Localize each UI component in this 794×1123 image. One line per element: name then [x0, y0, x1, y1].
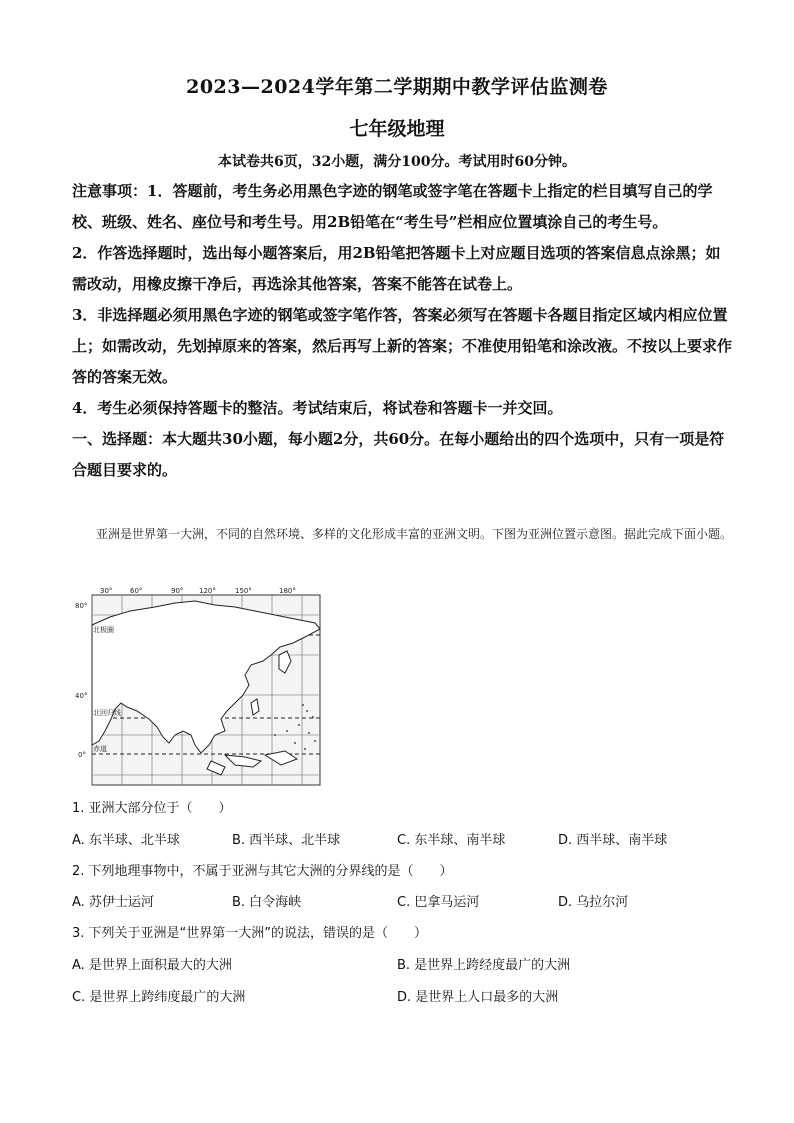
- question-3: 3. 下列关于亚洲是“世界第一大洲”的说法，错误的是（ ）: [72, 926, 428, 941]
- question-2: 2. 下列地理事物中，不属于亚洲与其它大洲的分界线的是（ ）: [72, 864, 453, 879]
- option-d[interactable]: D. 西半球、南半球: [558, 833, 668, 848]
- instruction-4: 4．考生必须保持答题卡的整洁。考试结束后，将试卷和答题卡一并交回。: [72, 399, 563, 417]
- lon-label: 60°: [130, 587, 143, 595]
- exam-info: 本试卷共6页，32小题，满分100分。考试用时60分钟。: [218, 154, 576, 170]
- tropic-of-cancer-label: 北回归线: [93, 709, 121, 717]
- lon-label: 30°: [100, 587, 113, 595]
- instruction-3: 3．非选择题必须用黑色字迹的钢笔或签字笔作答，答案必须写在答题卡各题目指定区域内相应位置上；如需改动，先划掉原来的答案，然后再写上新的答案；不准使用铅笔和涂改液。不按以上要求作答的答案无效。: [72, 306, 733, 386]
- instruction-2: 2．作答选择题时，选出每小题答案后，用2B铅笔把答题卡上对应题目选项的答案信息点涂黑；如需改动，用橡皮擦干净后，再选涂其他答案，答案不能答在试卷上。: [72, 244, 721, 293]
- option-b[interactable]: B. 西半球、北半球: [232, 833, 341, 848]
- lat-label: 40°: [75, 692, 88, 700]
- question-1: 1. 亚洲大部分位于（ ）: [72, 801, 232, 816]
- equator-label: 赤道: [93, 745, 107, 753]
- option-d[interactable]: D. 是世界上人口最多的大洲: [397, 990, 559, 1005]
- option-d[interactable]: D. 乌拉尔河: [558, 895, 629, 910]
- option-c[interactable]: C. 巴拿马运河: [397, 895, 480, 910]
- lat-label: 0°: [78, 751, 86, 759]
- section-heading: 一、选择题：本大题共30小题，每小题2分，共60分。在每小题给出的四个选项中，只有一项是符合题目要求的。: [72, 430, 725, 479]
- arctic-circle-label: 北极圈: [93, 626, 114, 634]
- intro-text: 亚洲是世界第一大洲，不同的自然环境、多样的文化形成丰富的亚洲文明。下图为亚洲位置示意图。据此完成下面小题。: [96, 527, 733, 541]
- lon-label: 120°: [199, 587, 216, 595]
- lon-label: 90°: [171, 587, 184, 595]
- option-b[interactable]: B. 是世界上跨经度最广的大洲: [397, 958, 571, 973]
- option-a[interactable]: A. 是世界上面积最大的大洲: [72, 958, 232, 973]
- option-a[interactable]: A. 东半球、北半球: [72, 833, 180, 848]
- instructions: [72, 176, 732, 486]
- option-a[interactable]: A. 苏伊士运河: [72, 895, 154, 910]
- instruction-1: 注意事项：1．答题前，考生务必用黑色字迹的钢笔或签字笔在答题卡上指定的栏目填写自己的学校、班级、姓名、座位号和考生号。用2B铅笔在“考生号”栏相应位置填涂自己的考生号。: [72, 182, 713, 231]
- question-intro: [72, 520, 732, 549]
- exam-subject: 七年级地理: [349, 118, 445, 140]
- option-b[interactable]: B. 白令海峡: [232, 895, 302, 910]
- exam-title: 2023—2024学年第二学期期中教学评估监测卷: [186, 76, 608, 98]
- option-c[interactable]: C. 东半球、南半球: [397, 833, 506, 848]
- asia-location-map: [75, 585, 325, 790]
- lon-label: 150°: [235, 587, 252, 595]
- lat-label: 80°: [75, 602, 88, 610]
- option-c[interactable]: C. 是世界上跨纬度最广的大洲: [72, 990, 246, 1005]
- lon-label: 180°: [279, 587, 296, 595]
